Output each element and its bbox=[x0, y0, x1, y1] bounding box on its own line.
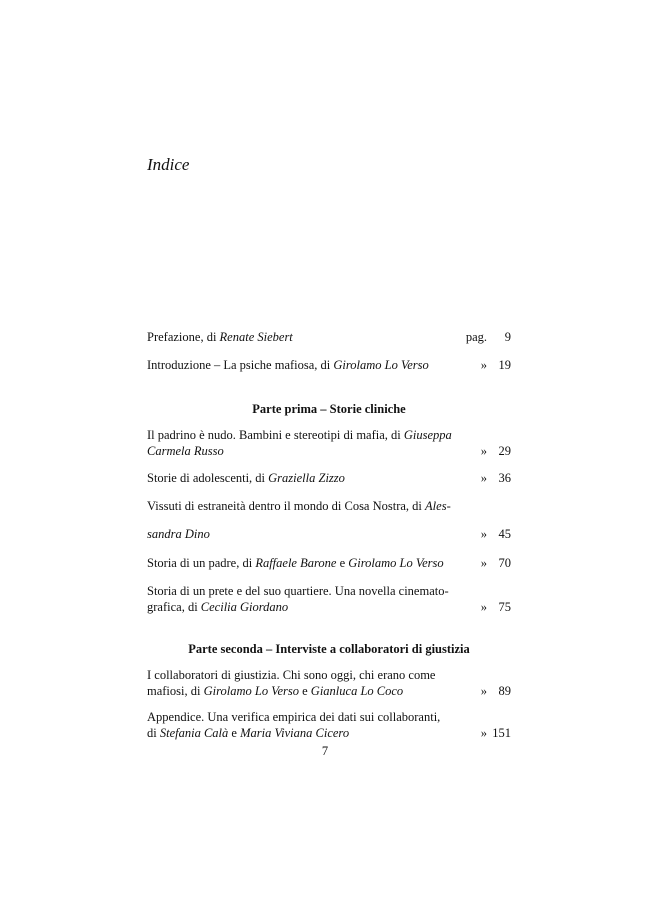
toc-entry-author: Stefania Calà bbox=[159, 726, 229, 740]
toc-entry-title: I collaboratori di giustizia. Chi sono oggi, chi erano come bbox=[147, 668, 436, 682]
part-heading-1: Parte prima – Storie cliniche bbox=[252, 402, 406, 416]
toc-entry-adolescenti bbox=[147, 470, 511, 486]
toc-entry-text bbox=[147, 427, 511, 443]
toc-entry-padre bbox=[147, 555, 511, 571]
toc-page-number: 19 bbox=[498, 358, 511, 372]
page-folio: 7 bbox=[321, 744, 329, 758]
toc-entry-text bbox=[147, 357, 447, 373]
toc-entry-title: Vissuti di estraneità dentro il mondo di Cosa Nostra, di bbox=[147, 499, 426, 513]
toc-entry-text-line2 bbox=[147, 725, 447, 741]
toc-page-number: 75 bbox=[498, 600, 511, 614]
toc-entry-title: Storie di adolescenti, di bbox=[147, 471, 269, 485]
toc-entry-text bbox=[147, 498, 511, 514]
toc-entry-author: sandra Dino bbox=[147, 527, 210, 541]
toc-entry-title: Storia di un prete e del suo quartiere. Una novella cinemato- bbox=[147, 584, 449, 598]
toc-entry-text-line2 bbox=[147, 599, 447, 615]
toc-entry-text bbox=[147, 555, 447, 571]
toc-entry-author: Cecilia Giordano bbox=[200, 600, 289, 614]
toc-entry-text-line2 bbox=[147, 683, 447, 699]
toc-entry-text bbox=[147, 709, 511, 725]
ditto-mark: » bbox=[480, 600, 487, 614]
page-title: Indice bbox=[147, 155, 190, 174]
toc-entry-title: Introduzione – La psiche mafiosa, di bbox=[147, 358, 334, 372]
ditto-mark: » bbox=[480, 358, 487, 372]
toc-entry-author: Girolamo Lo Verso bbox=[348, 556, 444, 570]
ditto-mark: » bbox=[480, 726, 487, 740]
toc-entry-conjunction: e bbox=[336, 556, 349, 570]
toc-entry-text bbox=[147, 329, 447, 345]
toc-page-number: 89 bbox=[498, 684, 511, 698]
ditto-mark: » bbox=[480, 527, 487, 541]
toc-entry-author: Girolamo Lo Verso bbox=[203, 684, 299, 698]
toc-entry-vissuti bbox=[147, 498, 511, 542]
toc-entry-text bbox=[147, 470, 447, 486]
ditto-mark: » bbox=[480, 471, 487, 485]
toc-entry-text-line2 bbox=[147, 443, 447, 459]
toc-page-number: 70 bbox=[498, 556, 511, 570]
toc-entry-author: Raffaele Barone bbox=[255, 556, 337, 570]
toc-page-number: 36 bbox=[498, 471, 511, 485]
part-heading-2: Parte seconda – Interviste a collaboratori di giustizia bbox=[188, 642, 470, 656]
toc-entry-title: Prefazione, di bbox=[147, 330, 220, 344]
toc-entry-conjunction: e bbox=[298, 684, 311, 698]
toc-entry-prefazione bbox=[147, 329, 511, 345]
pag-label: pag. bbox=[465, 330, 487, 344]
ditto-mark: » bbox=[480, 556, 487, 570]
toc-entry-prete bbox=[147, 583, 511, 615]
toc-entry-author: Carmela Russo bbox=[147, 444, 224, 458]
toc-entry-author: Girolamo Lo Verso bbox=[333, 358, 429, 372]
toc-entry-author: Graziella Zizzo bbox=[268, 471, 345, 485]
toc-entry-text bbox=[147, 667, 511, 683]
toc-entry-title: mafiosi, di bbox=[147, 684, 204, 698]
toc-entry-text-line2 bbox=[147, 526, 447, 542]
toc-entry-introduzione bbox=[147, 357, 511, 373]
toc-entry-title: Il padrino è nudo. Bambini e stereotipi di mafia, di bbox=[147, 428, 404, 442]
ditto-mark: » bbox=[480, 684, 487, 698]
toc-entry-author: Giuseppa bbox=[403, 428, 452, 442]
toc-entry-conjunction: e bbox=[228, 726, 241, 740]
toc-entry-title: di bbox=[147, 726, 160, 740]
toc-entry-author: Renate Siebert bbox=[219, 330, 293, 344]
toc-entry-title: Appendice. Una verifica empirica dei dati sui collaboranti, bbox=[147, 710, 441, 724]
toc-entry-collaboratori bbox=[147, 667, 511, 699]
toc-page-number: 151 bbox=[492, 726, 511, 740]
toc-page-number: 45 bbox=[498, 527, 511, 541]
toc-entry-appendice bbox=[147, 709, 511, 741]
ditto-mark: » bbox=[480, 444, 487, 458]
toc-page-number: 29 bbox=[498, 444, 511, 458]
toc-entry-author: Ales- bbox=[425, 499, 451, 513]
toc-entry-title: Storia di un padre, di bbox=[147, 556, 256, 570]
toc-entry-title: grafica, di bbox=[147, 600, 201, 614]
toc-entry-text bbox=[147, 583, 511, 599]
toc-page-number: 9 bbox=[504, 330, 511, 344]
toc-entry-author: Maria Viviana Cicero bbox=[240, 726, 350, 740]
toc-entry-author: Gianluca Lo Coco bbox=[310, 684, 404, 698]
toc-entry-padrino bbox=[147, 427, 511, 459]
